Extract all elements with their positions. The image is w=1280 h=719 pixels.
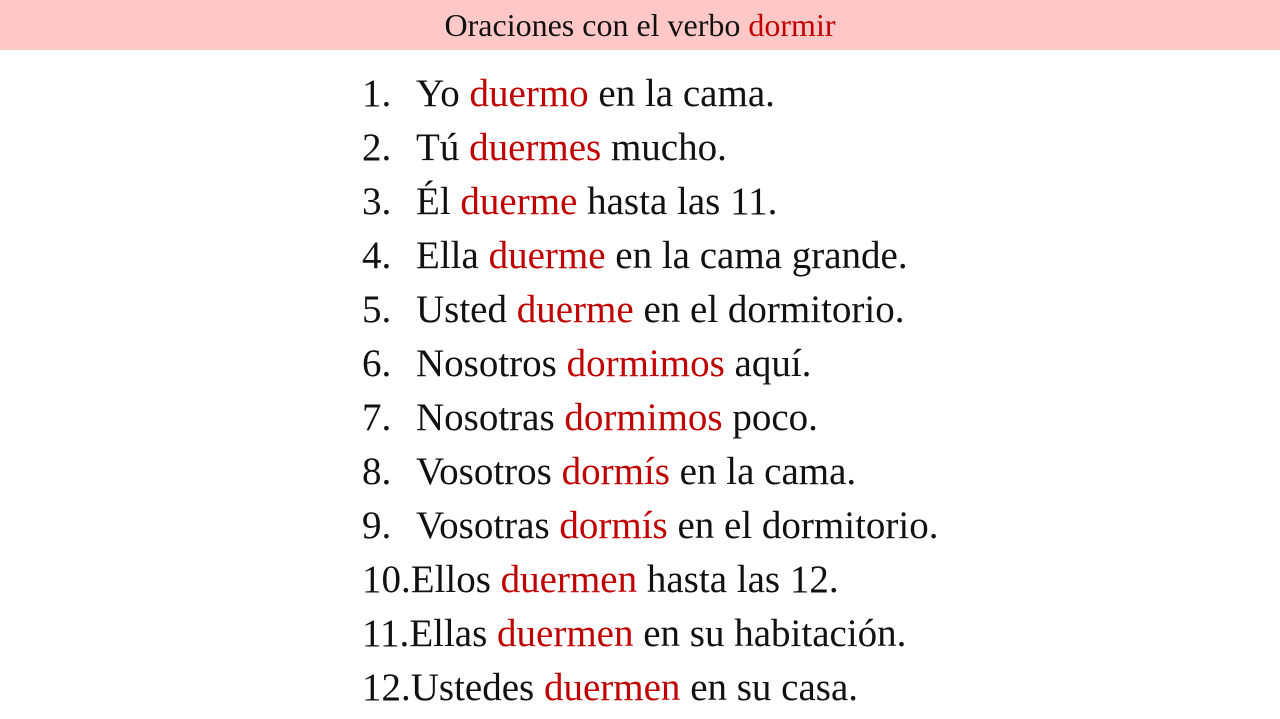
sentence-number: 12. (362, 666, 411, 709)
sentence-number: 7. (362, 396, 392, 439)
sentence-rest: hasta las 11. (577, 180, 778, 223)
sentence-item (362, 445, 939, 499)
sentence-rest: en el dormitorio. (667, 504, 939, 547)
sentence-rest: aquí. (724, 342, 812, 385)
sentence-verb: dormimos (566, 342, 725, 385)
sentence-item (362, 175, 939, 229)
sentence-number: 3. (362, 180, 392, 223)
sentence-subject: Tú (416, 126, 470, 169)
sentence-subject: Él (416, 180, 461, 223)
sentence-item (362, 499, 939, 553)
sentence-item (362, 283, 939, 337)
title-highlight: dormir (748, 7, 836, 43)
sentence-subject: Yo (416, 72, 470, 115)
sentence-number: 8. (362, 450, 392, 493)
sentence-subject: Nosotras (416, 396, 565, 439)
sentence-number: 4. (362, 234, 392, 277)
sentence-item (362, 121, 939, 175)
sentence-list (362, 67, 939, 715)
sentence-rest: en su habitación. (633, 612, 907, 655)
sentence-number: 9. (362, 504, 392, 547)
sentence-number: 5. (362, 288, 392, 331)
sentence-subject: Ella (416, 234, 489, 277)
sentence-rest: en la cama grande. (605, 234, 908, 277)
sentence-rest: poco. (722, 396, 818, 439)
sentence-item (362, 337, 939, 391)
sentence-item (362, 229, 939, 283)
sentence-verb: duerme (516, 288, 634, 331)
sentence-verb: dormimos (564, 396, 723, 439)
sentence-item (362, 661, 939, 715)
sentence-rest: en el dormitorio. (633, 288, 905, 331)
slide-title (0, 0, 1280, 50)
sentence-number: 11. (362, 612, 410, 655)
sentence-number: 1. (362, 72, 392, 115)
sentence-verb: duermen (500, 558, 638, 601)
sentence-verb: dormís (559, 504, 668, 547)
sentence-subject: Vosotras (416, 504, 560, 547)
sentence-subject: Nosotros (416, 342, 567, 385)
sentence-verb: duerme (460, 180, 578, 223)
sentence-item (362, 607, 939, 661)
sentence-rest: en su casa. (680, 666, 859, 709)
sentence-item (362, 553, 939, 607)
sentence-subject: Ellos (410, 558, 501, 601)
sentence-number: 2. (362, 126, 392, 169)
sentence-item (362, 67, 939, 121)
sentence-rest: en la cama. (588, 72, 775, 115)
sentence-verb: duermen (543, 666, 681, 709)
sentence-rest: hasta las 12. (637, 558, 839, 601)
sentence-rest: mucho. (601, 126, 727, 169)
sentence-subject: Ellas (409, 612, 498, 655)
sentence-rest: en la cama. (669, 450, 857, 493)
title-prefix: Oraciones con el verbo (444, 7, 749, 43)
sentence-item (362, 391, 939, 445)
sentence-subject: Ustedes (410, 666, 544, 709)
sentence-subject: Vosotros (416, 450, 562, 493)
sentence-verb: duermo (469, 72, 589, 115)
sentence-verb: dormís (561, 450, 670, 493)
sentence-number: 10. (362, 558, 411, 601)
sentence-number: 6. (362, 342, 392, 385)
sentence-verb: duermen (497, 612, 634, 655)
sentence-subject: Usted (416, 288, 517, 331)
sentence-verb: duerme (488, 234, 606, 277)
sentence-verb: duermes (469, 126, 602, 169)
